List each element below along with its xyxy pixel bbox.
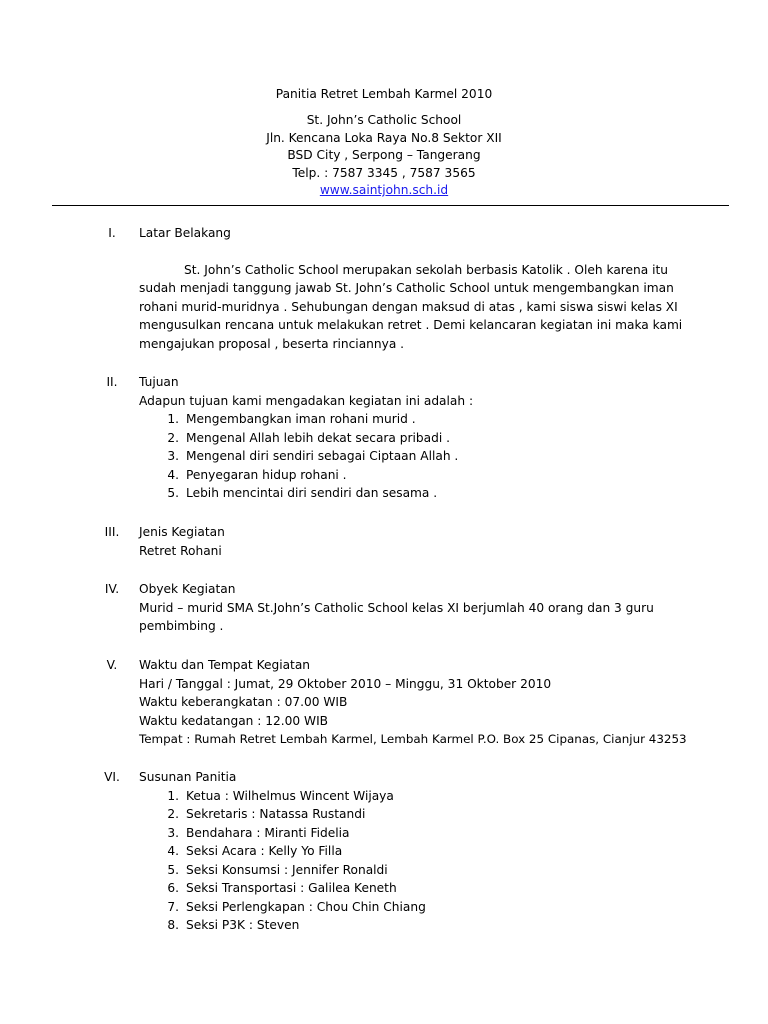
school-name: St. John’s Catholic School bbox=[306, 113, 462, 127]
section-number: I. bbox=[108, 226, 116, 240]
header-divider bbox=[52, 205, 729, 206]
section-title: Obyek Kegiatan bbox=[139, 582, 236, 596]
goal-list bbox=[161, 410, 699, 503]
section-line: Murid – murid SMA St.John’s Catholic School kelas XI berjumlah 40 orang dan 3 guru bbox=[139, 600, 654, 615]
section-number: II. bbox=[106, 375, 118, 389]
list-item: 4. Penyegaran hidup rohani . bbox=[167, 467, 347, 482]
list-item: 5. Lebih mencintai diri sendiri dan sesama . bbox=[167, 486, 438, 500]
section-line: pembimbing . bbox=[139, 619, 224, 633]
section-line: Hari / Tanggal : Jumat, 29 Oktober 2010 – Minggu, 31 Oktober 2010 bbox=[139, 676, 552, 691]
list-item: 2. Mengenal Allah lebih dekat secara pribadi . bbox=[167, 430, 450, 445]
letterhead bbox=[0, 86, 768, 200]
school-city: BSD City , Serpong – Tangerang bbox=[287, 148, 481, 163]
section-intro: Adapun tujuan kami mengadakan kegiatan ini adalah : bbox=[139, 393, 474, 408]
section-number: IV. bbox=[104, 582, 120, 596]
school-address: Jln. Kencana Loka Raya No.8 Sektor XII bbox=[266, 130, 502, 145]
committee-list bbox=[161, 787, 699, 935]
list-item: 1. Mengembangkan iman rohani murid . bbox=[167, 412, 416, 426]
section-line: Waktu keberangkatan : 07.00 WIB bbox=[139, 695, 348, 709]
list-item: 4. Seksi Acara : Kelly Yo Filla bbox=[167, 844, 343, 858]
section-title: Jenis Kegiatan bbox=[139, 525, 225, 539]
school-phone: Telp. : 7587 3345 , 7587 3565 bbox=[292, 165, 476, 180]
school-website-link[interactable]: www.saintjohn.sch.id bbox=[319, 183, 449, 198]
section-line: Retret Rohani bbox=[139, 543, 222, 558]
list-item: 1. Ketua : Wilhelmus Wincent Wijaya bbox=[167, 788, 394, 803]
list-item: 3. Bendahara : Miranti Fidelia bbox=[167, 825, 350, 840]
list-item: 5. Seksi Konsumsi : Jennifer Ronaldi bbox=[167, 862, 388, 877]
committee-title: Panitia Retret Lembah Karmel 2010 bbox=[275, 87, 493, 101]
section-paragraph: St. John’s Catholic School merupakan sekolah berbasis Katolik . Oleh karena itu sudah menjadi tanggung jawab St. John’s Catholic School untuk mengembangkan iman rohani murid-muridnya . Sehubungan dengan maksud di atas , kami siswa siswi kelas XI mengusulkan rencana untuk melakukan retret . Demi kelancaran kegiatan ini maka kami mengajukan proposal , beserta rinciannya . bbox=[139, 262, 683, 351]
section-title: Susunan Panitia bbox=[139, 770, 237, 784]
section-line: Tempat : Rumah Retret Lembah Karmel, Lembah Karmel P.O. Box 25 Cipanas, Cianjur 43253 bbox=[139, 732, 687, 746]
list-item: 6. Seksi Transportasi : Galilea Keneth bbox=[167, 881, 397, 895]
list-item: 8. Seksi P3K : Steven bbox=[167, 918, 300, 932]
section-title: Waktu dan Tempat Kegiatan bbox=[139, 658, 311, 672]
list-item: 3. Mengenal diri sendiri sebagai Ciptaan Allah . bbox=[167, 449, 459, 463]
section-title: Tujuan bbox=[139, 375, 179, 389]
list-item: 2. Sekretaris : Natassa Rustandi bbox=[167, 807, 366, 821]
section-title: Latar Belakang bbox=[139, 226, 231, 240]
section-number: V. bbox=[106, 658, 118, 672]
section-number: III. bbox=[104, 525, 120, 539]
list-item: 7. Seksi Perlengkapan : Chou Chin Chiang bbox=[167, 899, 426, 914]
section-line: Waktu kedatangan : 12.00 WIB bbox=[139, 713, 329, 728]
section-number: VI. bbox=[104, 770, 120, 784]
